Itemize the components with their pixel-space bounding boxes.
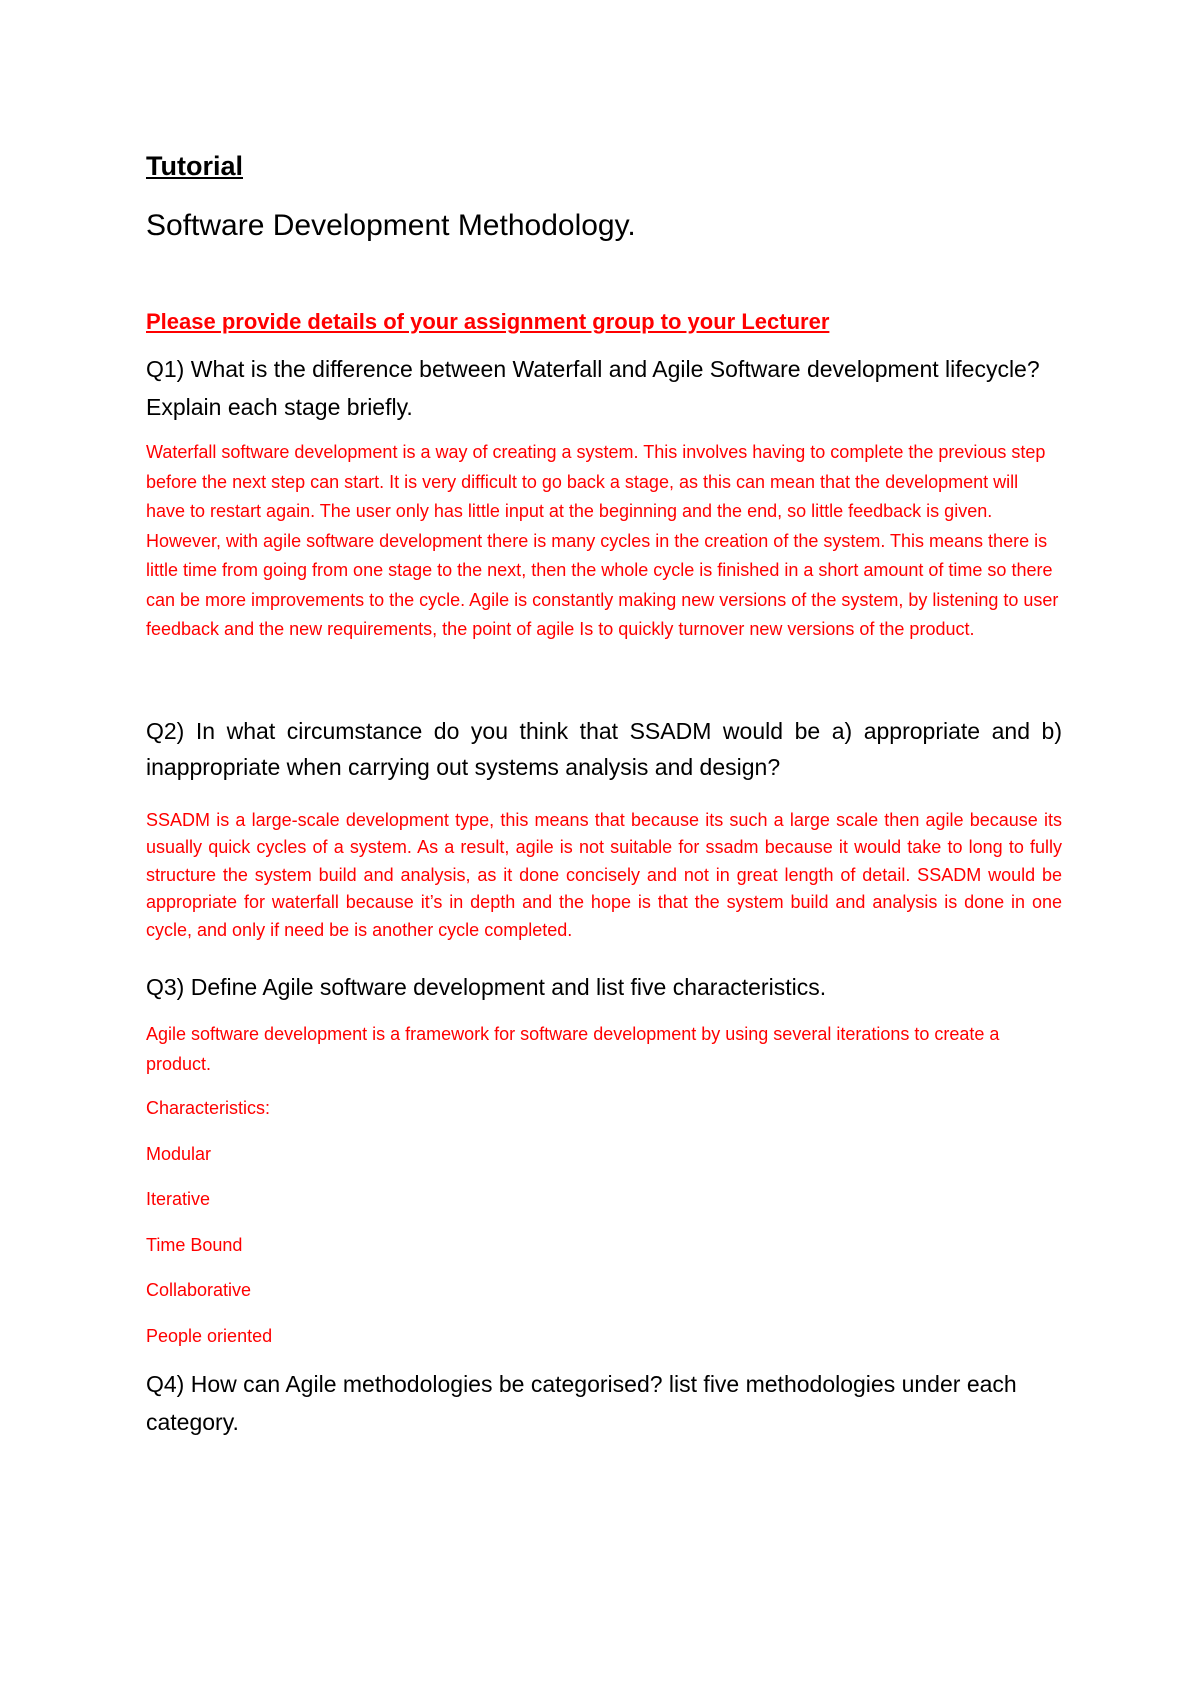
- question-3: Q3) Define Agile software development and list five characteristics.: [146, 974, 827, 1000]
- question-4: Q4) How can Agile methodologies be categorised? list five methodologies under each category.: [146, 1371, 1017, 1435]
- characteristic-item: Collaborative: [146, 1280, 252, 1300]
- characteristic-item: Time Bound: [146, 1234, 243, 1255]
- question-2: Q2) In what circumstance do you think that SSADM would be a) appropriate and b) inappropriate when carrying out systems analysis and design?: [146, 717, 1062, 780]
- answer-3: Agile software development is a framework for software development by using several iterations to create a product.: [146, 1024, 1000, 1074]
- characteristics-list: [146, 1140, 1062, 1352]
- answer-1: Waterfall software development is a way of creating a system. This involves having to complete the previous step before the next step can start. It is very difficult to go back a stage, as this can mean that the development will have to restart again. The user only has little input at the beginning and the end, so little feedback is given. However, with agile software development there is many cycles in the creation of the system. This means there is little time from going from one stage to the next, then the whole cycle is finished in a short amount of time so there can be more improvements to the cycle. Agile is constantly making new versions of the system, by listening to user feedback and the new requirements, the point of agile Is to quickly turnover new versions of the product.: [146, 442, 1059, 639]
- characteristics-label: Characteristics:: [146, 1098, 271, 1118]
- document-title: Tutorial: [146, 151, 243, 181]
- document-subtitle: Software Development Methodology.: [146, 209, 636, 242]
- characteristic-item: Iterative: [146, 1189, 211, 1209]
- characteristic-item: People oriented: [146, 1325, 273, 1346]
- characteristic-item: Modular: [146, 1143, 212, 1164]
- document-content: [146, 146, 1062, 1453]
- answer-2: SSADM is a large-scale development type, this means that because its such a large scale then agile because its usually quick cycles of a system. As a result, agile is not suitable for ssadm because it would take to long to fully structure the system build and analysis, as it done concisely and not in great length of detail. SSADM would be appropriate for waterfall because it’s in depth and the hope is that the system build and analysis is done in one cycle, and only if need be is another cycle completed.: [146, 809, 1062, 940]
- assignment-group-notice: Please provide details of your assignment group to your Lecturer: [146, 309, 830, 334]
- question-1: Q1) What is the difference between Waterfall and Agile Software development lifecycle? Explain each stage briefly.: [146, 356, 1040, 420]
